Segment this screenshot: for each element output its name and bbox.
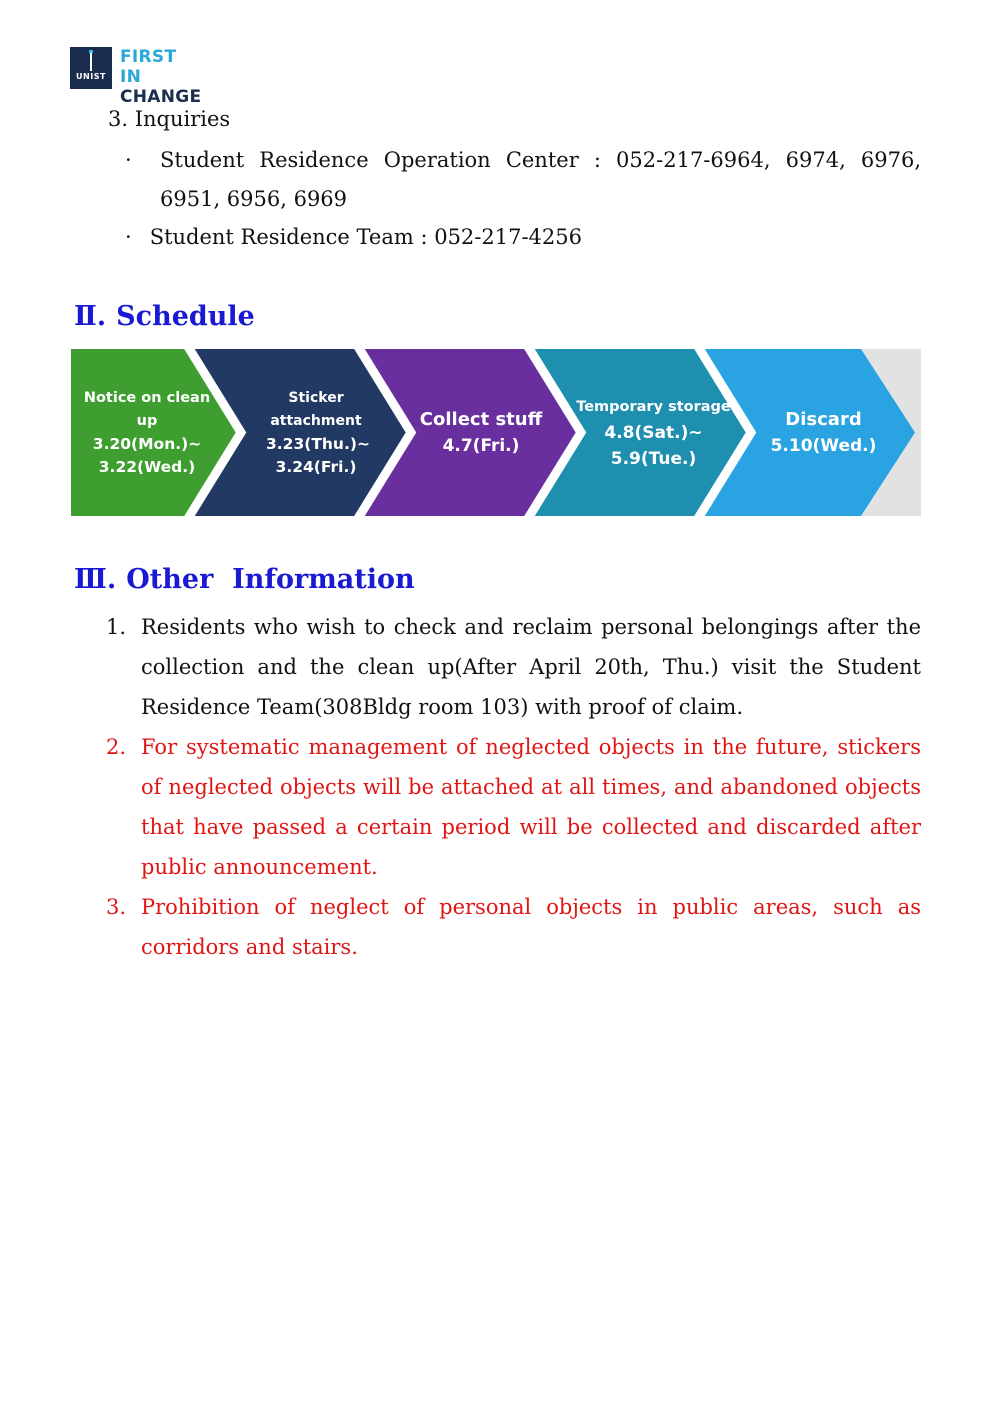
stage-date: 3.20(Mon.)~ 3.22(Wed.) [92, 434, 202, 476]
logo-slogan [120, 47, 201, 107]
stage-date: 3.23(Thu.)~ 3.24(Fri.) [266, 434, 370, 476]
section-title: Other Information [126, 564, 415, 595]
stage-date: 5.10(Wed.) [770, 435, 877, 456]
section-number: Ⅱ. [74, 301, 107, 332]
stage-date: 4.7(Fri.) [442, 435, 520, 456]
logo-line-1: FIRST IN [120, 47, 177, 87]
bullet-dot: · [125, 225, 132, 249]
inquiry-text: Student Residence Team : 052-217-4256 [149, 225, 583, 249]
info-item-1 [106, 607, 921, 727]
section-heading-schedule [74, 299, 255, 335]
item-number: 3. [106, 895, 127, 919]
item-number: 1. [106, 615, 127, 639]
section-number: Ⅲ. [74, 564, 117, 595]
inquiry-text: Student Residence Operation Center : 052-217-6964, 6974, 6976, 6951, 6956, 6969 [160, 148, 921, 211]
section-title: Schedule [116, 301, 255, 332]
stage-name: Collect stuff [419, 408, 543, 430]
inquiry-item [125, 218, 582, 257]
info-item-3 [106, 887, 921, 967]
stage-name: Discard [785, 408, 862, 430]
section-heading-other-information [74, 562, 415, 598]
emblem-bar [90, 53, 92, 71]
stage-name: Sticker attachment [270, 389, 362, 429]
bullet-dot: · [125, 148, 132, 172]
stage-discard [751, 349, 896, 516]
item-number: 2. [106, 735, 127, 759]
stage-sticker [241, 349, 391, 516]
stage-collect [411, 349, 551, 516]
emblem-text: UNIST [76, 72, 106, 81]
stage-name: Temporary storage [576, 398, 731, 415]
item-text: Prohibition of neglect of personal objects in public areas, such as corridors and stairs. [141, 895, 921, 959]
info-item-2 [106, 727, 921, 887]
schedule-flow [71, 349, 921, 516]
logo-line-2: CHANGE [120, 87, 202, 107]
stage-date: 4.8(Sat.)~ 5.9(Tue.) [604, 422, 703, 469]
stage-name: Notice on clean up [83, 389, 211, 429]
item-text: Residents who wish to check and reclaim personal belongings after the collection and the clean up(After April 20th, Thu.) visit the Student Residence Team(308Bldg room 103) with proof of claim. [141, 615, 921, 719]
item-text: For systematic management of neglected objects in the future, stickers of neglected objects will be attached at all times, and abandoned objects that have passed a certain period will be collected and discarded after public announcement. [141, 735, 921, 879]
inquiries-heading: 3. Inquiries [108, 107, 231, 131]
stage-storage [576, 349, 731, 516]
unist-emblem [70, 47, 112, 89]
stage-notice [71, 349, 223, 516]
